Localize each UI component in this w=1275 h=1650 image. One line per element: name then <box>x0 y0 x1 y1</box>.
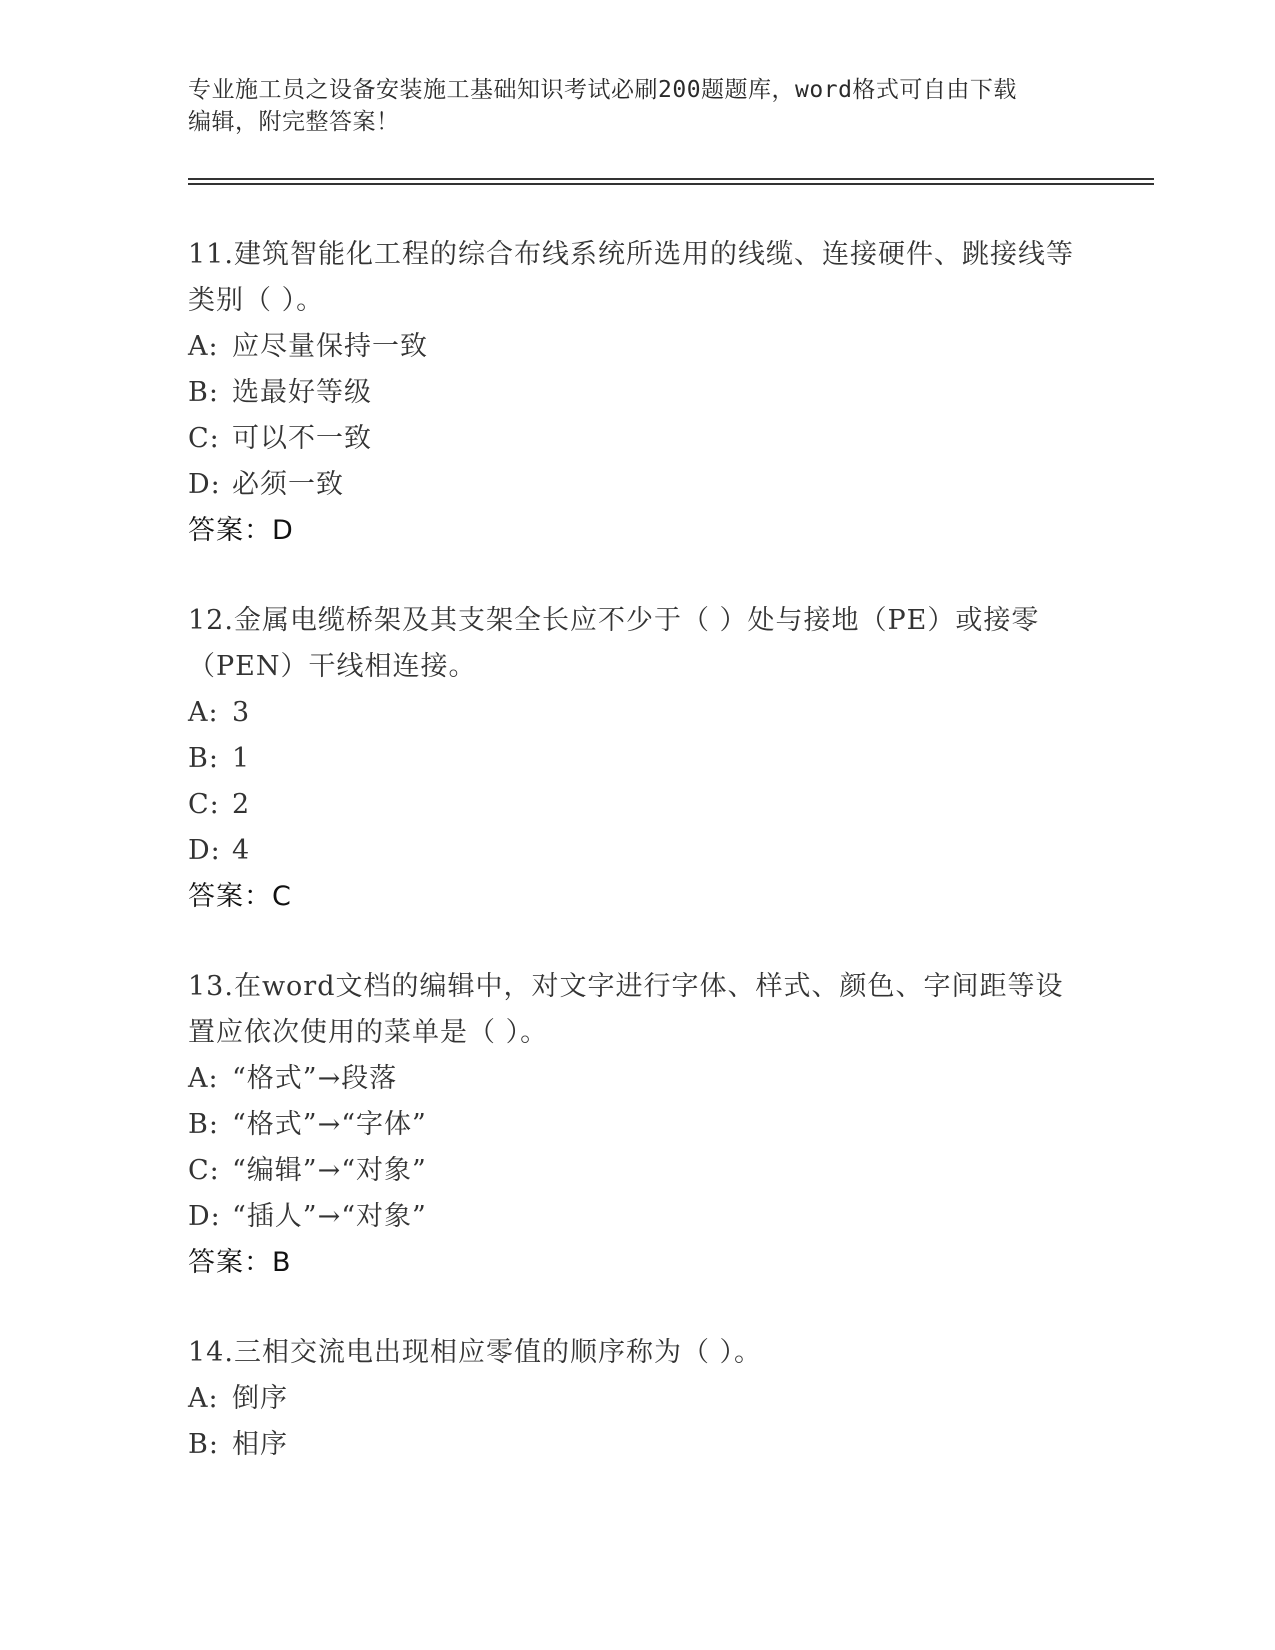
option-c <box>188 782 1088 828</box>
option-b <box>188 370 1088 416</box>
option-text: “编辑”→“对象” <box>232 1155 427 1186</box>
option-b <box>188 1422 1088 1468</box>
option-text: 必须一致 <box>232 469 344 500</box>
option-text: 应尽量保持一致 <box>232 331 428 362</box>
option-c <box>188 416 1088 462</box>
option-a <box>188 324 1088 370</box>
option-a <box>188 1376 1088 1422</box>
option-text: 4 <box>232 835 251 866</box>
option-key: C: <box>188 423 220 454</box>
option-text: 选最好等级 <box>232 377 372 408</box>
option-key: D: <box>188 1201 221 1232</box>
option-key: B: <box>188 1109 219 1140</box>
option-a <box>188 1056 1088 1102</box>
option-text: 3 <box>232 697 251 728</box>
question-stem: 11.建筑智能化工程的综合布线系统所选用的线缆、连接硬件、跳接线等类别（ ）。 <box>188 239 1074 316</box>
option-key: B: <box>188 1429 219 1460</box>
option-text: “格式”→段落 <box>232 1063 398 1094</box>
option-text: “插人”→“对象” <box>232 1201 427 1232</box>
option-text: 可以不一致 <box>232 423 372 454</box>
answer-line: 答案：D <box>188 515 294 546</box>
option-text: 1 <box>232 743 251 774</box>
option-key: A: <box>188 1383 219 1414</box>
option-text: 相序 <box>232 1429 288 1460</box>
option-key: A: <box>188 697 219 728</box>
option-key: A: <box>188 331 219 362</box>
question-12 <box>188 598 1088 920</box>
header-divider-top <box>188 178 1154 180</box>
option-key: B: <box>188 377 219 408</box>
option-d <box>188 462 1088 508</box>
option-key: D: <box>188 835 221 866</box>
question-stem: 14.三相交流电出现相应零值的顺序称为（ ）。 <box>188 1337 763 1368</box>
question-13 <box>188 964 1088 1286</box>
option-text: “格式”→“字体” <box>232 1109 427 1140</box>
option-key: B: <box>188 743 219 774</box>
option-key: C: <box>188 1155 220 1186</box>
question-stem: 13.在word文档的编辑中，对文字进行字体、样式、颜色、字间距等设置应依次使用的菜单是（ ）。 <box>188 971 1064 1048</box>
header-line-1: 专业施工员之设备安装施工基础知识考试必刷200题题库，word格式可自由下载 <box>188 77 1017 103</box>
option-b <box>188 736 1088 782</box>
document-header <box>188 74 1078 138</box>
question-stem: 12.金属电缆桥架及其支架全长应不少于（ ）处与接地（PE）或接零（PEN）干线相连接。 <box>188 605 1040 682</box>
option-key: C: <box>188 789 220 820</box>
option-d <box>188 828 1088 874</box>
answer-line: 答案：C <box>188 881 292 912</box>
option-text: 2 <box>232 789 251 820</box>
option-a <box>188 690 1088 736</box>
header-line-2: 编辑，附完整答案！ <box>188 109 400 135</box>
option-d <box>188 1194 1088 1240</box>
answer-line: 答案：B <box>188 1247 292 1278</box>
option-key: D: <box>188 469 221 500</box>
option-c <box>188 1148 1088 1194</box>
question-14 <box>188 1330 1088 1468</box>
option-text: 倒序 <box>232 1383 288 1414</box>
header-divider-bottom <box>188 183 1154 185</box>
option-b <box>188 1102 1088 1148</box>
option-key: A: <box>188 1063 219 1094</box>
question-11 <box>188 232 1088 554</box>
